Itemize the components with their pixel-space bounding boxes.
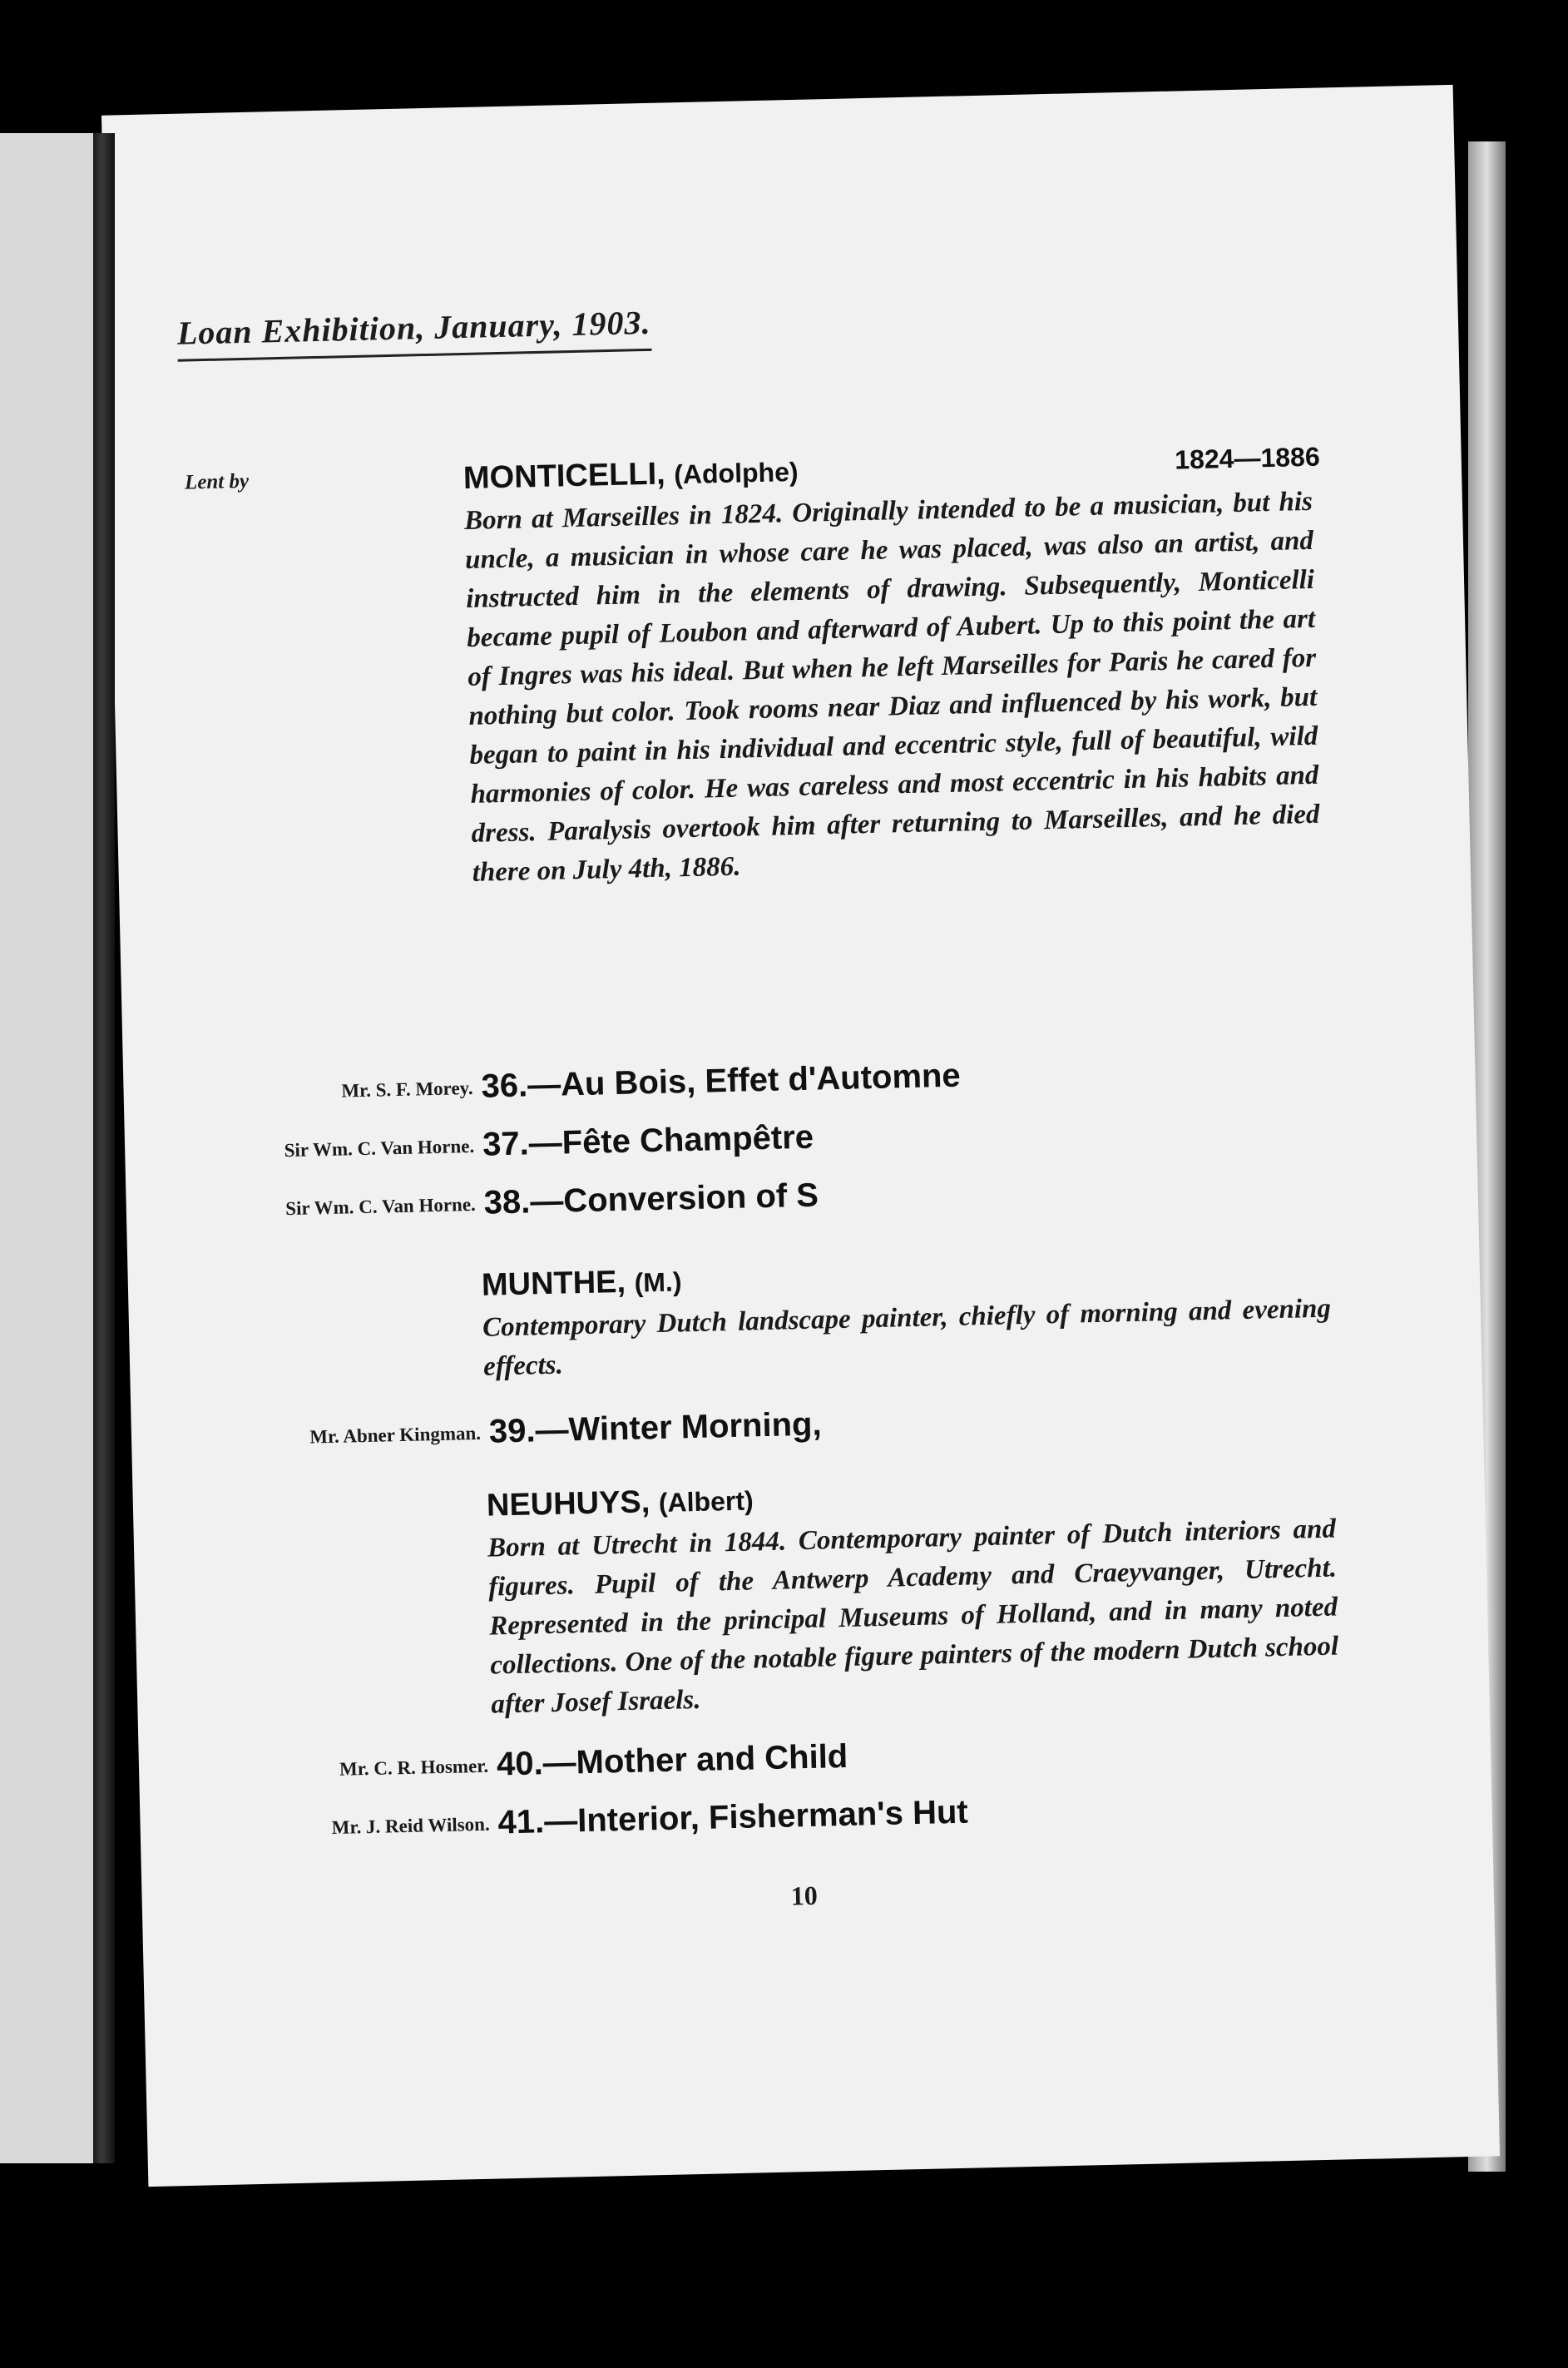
work-title: 39.—Winter Morning, xyxy=(488,1405,823,1450)
artist-surname: MUNTHE, xyxy=(481,1264,626,1303)
lender-name: Sir Wm. C. Van Horne. xyxy=(284,1135,475,1162)
lender-name: Mr. Abner Kingman. xyxy=(309,1422,482,1448)
work-title: 40.—Mother and Child xyxy=(496,1737,848,1783)
artist-dates: 1824—1886 xyxy=(1174,441,1321,475)
work-title: 38.—Conversion of S xyxy=(483,1177,819,1221)
book-gutter xyxy=(93,133,115,2163)
running-header: Loan Exhibition, January, 1903. xyxy=(176,303,651,362)
artist-surname: NEUHUYS, xyxy=(486,1484,650,1523)
artist-biography: Born at Utrecht in 1844. Contemporary painter of Dutch interiors and figures. Pupil of the Antwerp Academy and Craeyvanger, Utrecht. Represented in the principal Museums of Holland, and in many noted collections. One of the notable figure painters of the modern Dutch school after Josef Israels. xyxy=(487,1513,1339,1720)
work-title: 41.—Interior, Fisherman's Hut xyxy=(497,1793,969,1841)
artist-given-name: (Adolphe) xyxy=(673,456,799,490)
page-number: 10 xyxy=(790,1880,819,1911)
artist-biography: Contemporary Dutch landscape painter, chiefly of morning and evening effects. xyxy=(482,1293,1332,1382)
lender-name: Mr. S. F. Morey. xyxy=(341,1077,473,1102)
artist-biography: Born at Marseilles in 1824. Originally intended to be a musician, but his uncle, a musician in whose care he was placed, was also an artist, and instructed him in the elements of drawing. Subsequently, Monticelli became pupil of Loubon and afterward of Aubert. Up to this point the art of Ingres was his ideal. But when he left Marseilles for Paris he cared for nothing but color. Took rooms near Diaz and influenced by his work, but began to paint in his individual and eccentric style, full of beautiful, wild harmonies of color. He was careless and most eccentric in his habits and dress. Paralysis overtook him after returning to Marseilles, and he died there on July 4th, 1886. xyxy=(463,486,1320,888)
artist-given-name: (Albert) xyxy=(658,1485,754,1518)
facing-page-edge xyxy=(0,133,108,2163)
lender-name: Sir Wm. C. Van Horne. xyxy=(284,1193,477,1220)
work-title: 37.—Fête Champêtre xyxy=(482,1118,814,1163)
catalog-entry xyxy=(205,1381,1371,1458)
work-title: 36.—Au Bois, Effet d'Automne xyxy=(481,1057,962,1105)
artist-entry-monticelli xyxy=(462,442,1329,893)
artist-entry-neuhuys xyxy=(487,1469,1348,1724)
catalog-page xyxy=(101,85,1500,2187)
artist-surname: MONTICELLI, xyxy=(462,456,666,496)
lent-by-label: Lent by xyxy=(184,469,250,494)
lender-name: Mr. C. R. Hosmer. xyxy=(339,1755,489,1780)
lender-name: Mr. J. Reid Wilson. xyxy=(331,1813,490,1839)
artist-entry-munthe xyxy=(482,1248,1341,1386)
artist-given-name: (M.) xyxy=(634,1266,682,1298)
